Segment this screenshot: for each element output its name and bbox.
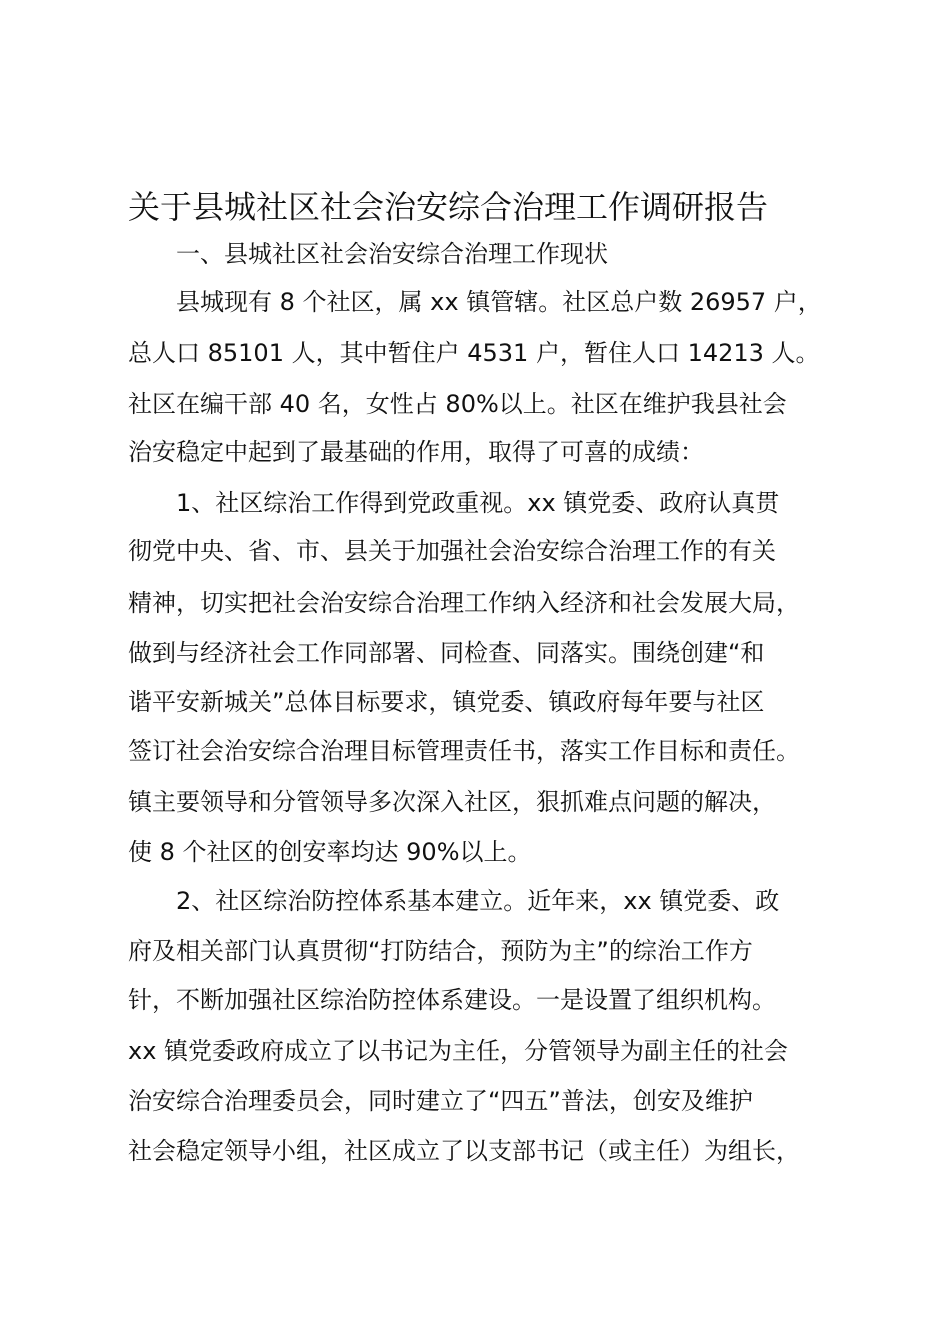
paragraph-line: xx 镇党委政府成立了以书记为主任，分管领导为副主任的社会 xyxy=(128,1037,789,1065)
paragraph-line: 谐平安新城关”总体目标要求，镇党委、镇政府每年要与社区 xyxy=(128,688,765,716)
paragraph-line: 镇主要领导和分管领导多次深入社区，狠抓难点问题的解决， xyxy=(128,788,776,816)
paragraph-line: 使 8 个社区的创安率均达 90%以上。 xyxy=(128,838,532,866)
paragraph-line: 社会稳定领导小组，社区成立了以支部书记（或主任）为组长， xyxy=(128,1137,800,1165)
paragraph-line: 精神，切实把社会治安综合治理工作纳入经济和社会发展大局， xyxy=(128,589,800,617)
paragraph-line: 治安综合治理委员会，同时建立了“四五”普法，创安及维护 xyxy=(128,1087,753,1115)
paragraph-line: 做到与经济社会工作同部署、同检查、同落实。围绕创建“和 xyxy=(128,639,765,667)
paragraph-line: 签订社会治安综合治理目标管理责任书，落实工作目标和责任。 xyxy=(128,737,800,765)
paragraph-line: 针，不断加强社区综治防控体系建设。一是设置了组织机构。 xyxy=(128,986,776,1014)
paragraph-line: 总人口 85101 人，其中暂住户 4531 户，暂住人口 14213 人。 xyxy=(128,339,820,367)
section-heading: 一、县城社区社会治安综合治理工作现状 xyxy=(176,240,608,268)
paragraph-line: 治安稳定中起到了最基础的作用，取得了可喜的成绩： xyxy=(128,438,704,466)
document-title: 关于县城社区社会治安综合治理工作调研报告 xyxy=(128,188,769,226)
paragraph-line: 社区在编干部 40 名，女性占 80%以上。社区在维护我县社会 xyxy=(128,390,787,418)
paragraph-line: 彻党中央、省、市、县关于加强社会治安综合治理工作的有关 xyxy=(128,537,776,565)
paragraph-line: 1、社区综治工作得到党政重视。xx 镇党委、政府认真贯 xyxy=(176,489,780,517)
paragraph-line: 府及相关部门认真贯彻“打防结合，预防为主”的综治工作方 xyxy=(128,937,753,965)
paragraph-line: 县城现有 8 个社区，属 xx 镇管辖。社区总户数 26957 户， xyxy=(176,288,822,316)
paragraph-line: 2、社区综治防控体系基本建立。近年来，xx 镇党委、政 xyxy=(176,887,780,915)
